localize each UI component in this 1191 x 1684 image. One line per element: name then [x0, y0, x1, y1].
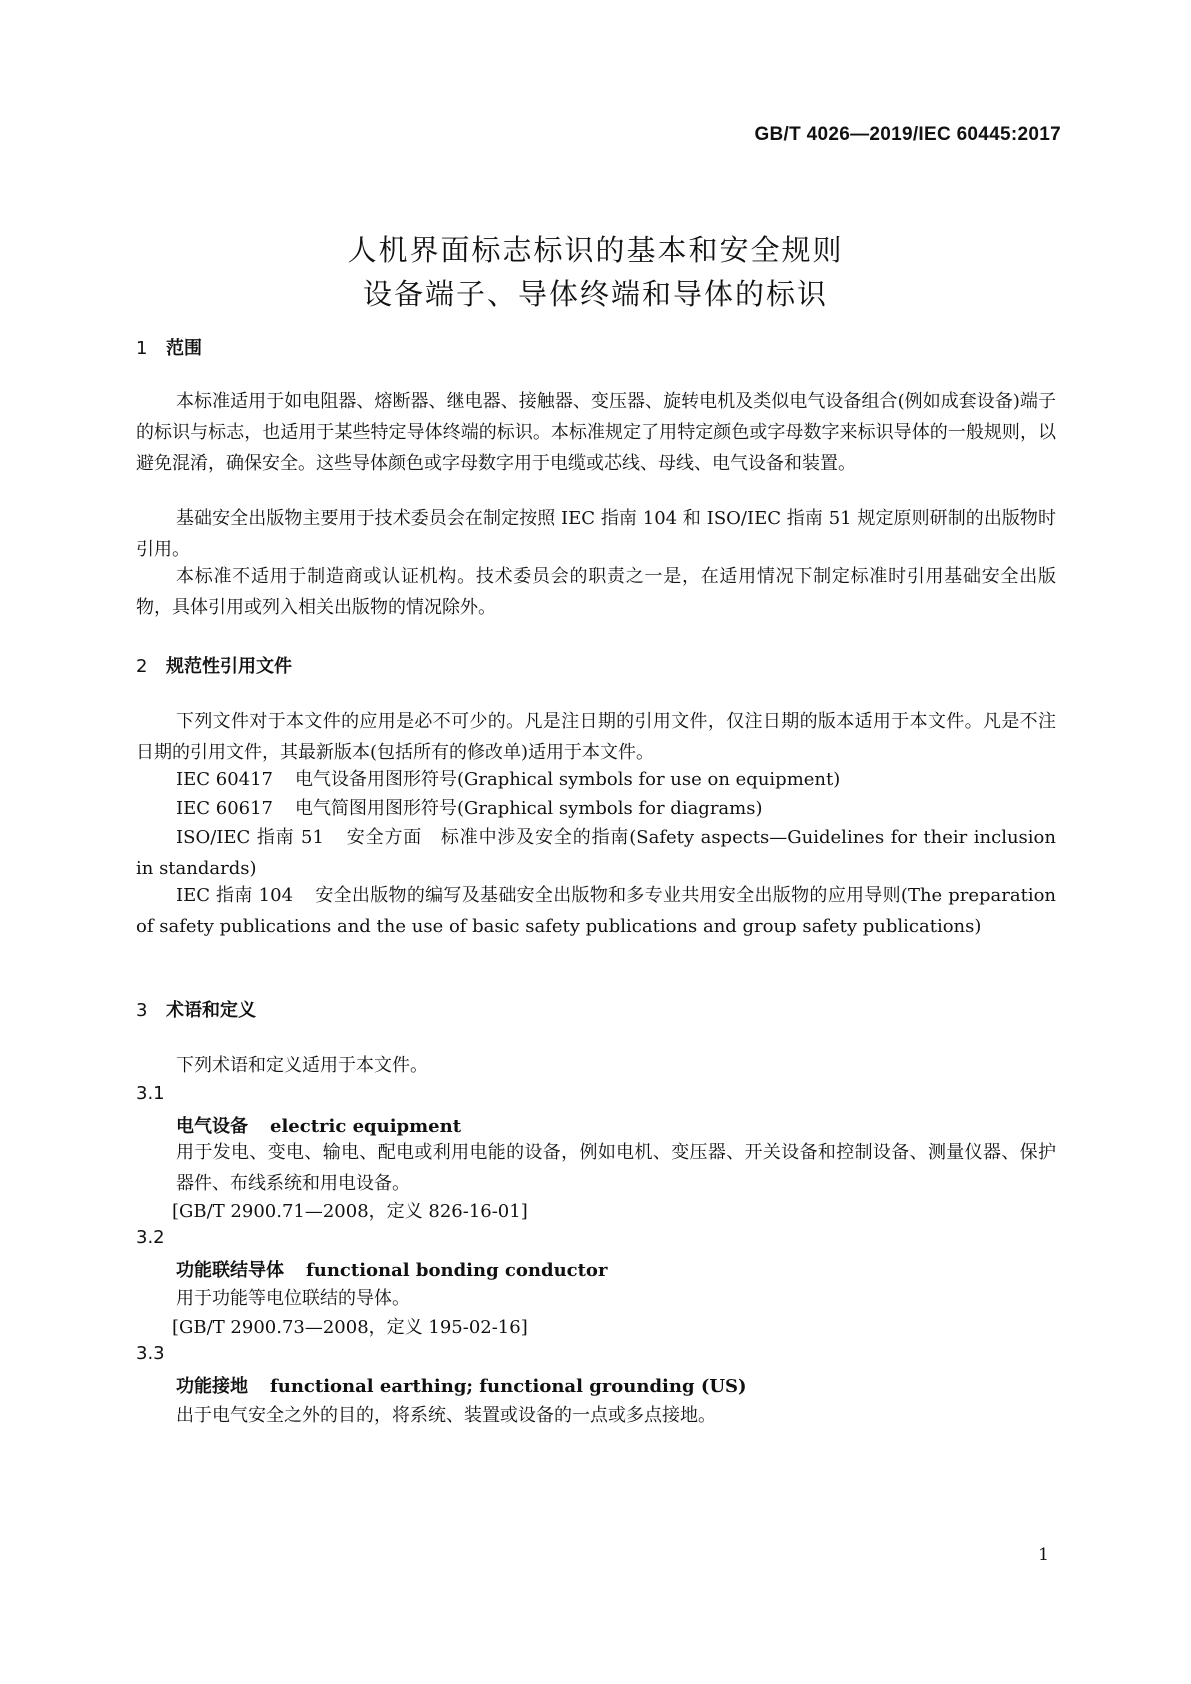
reference-code: IEC 60617	[176, 798, 274, 819]
reference-title: 安全出版物的编写及基础安全出版物和多专业共用安全出版物的应用导则(The preparation of safety publications and the use of basic safety publications and group safety publications)	[136, 885, 1057, 937]
paragraph: 本标准不适用于制造商或认证机构。技术委员会的职责之一是，在适用情况下制定标准时引用基础安全出版物，具体引用或列入相关出版物的情况除外。	[136, 566, 1056, 618]
clause-number: 3.3	[136, 1343, 165, 1364]
term-zh: 功能联结导体	[176, 1260, 284, 1281]
reference-code: IEC 60417	[176, 769, 274, 790]
reference-title: 电气简图用图形符号(Graphical symbols for diagrams)	[295, 798, 763, 819]
reference-title: 安全方面 标准中涉及安全的指南(Safety aspects—Guidelines for their inclusion in standards)	[136, 827, 1056, 879]
term-en: electric equipment	[270, 1116, 462, 1137]
reference-code: IEC 指南 104	[176, 885, 294, 906]
paragraph: 本标准适用于如电阻器、熔断器、继电器、接触器、变压器、旋转电机及类似电气设备组合(例如成套设备)端子的标识与标志，也适用于某些特定导体终端的标识。本标准规定了用特定颜色或字母数字来标识导体的一般规则，以避免混淆，确保安全。这些导体颜色或字母数字用于电缆或芯线、母线、电气设备和装置。	[136, 391, 1056, 474]
paragraph: 下列术语和定义适用于本文件。	[176, 1055, 428, 1076]
term-source: [GB/T 2900.73—2008，定义 195-02-16]	[172, 1317, 528, 1338]
section-number: 2	[136, 656, 148, 677]
standard-number: GB/T 4026—2019/IEC 60445:2017	[754, 124, 1061, 145]
clause-number: 3.2	[136, 1227, 165, 1248]
document-title-line2: 设备端子、导体终端和导体的标识	[362, 277, 828, 311]
term-entry	[176, 1372, 747, 1398]
term-definition: 出于电气安全之外的目的，将系统、装置或设备的一点或多点接地。	[176, 1405, 716, 1426]
section-title: 范围	[166, 338, 202, 359]
term-definition: 用于发电、变电、输电、配电或利用电能的设备，例如电机、变压器、开关设备和控制设备、测量仪器、保护器件、布线系统和用电设备。	[176, 1142, 1056, 1194]
term-en: functional bonding conductor	[306, 1260, 608, 1281]
reference-code: ISO/IEC 指南 51	[176, 827, 324, 848]
page-number: 1	[1038, 1545, 1049, 1565]
reference-item	[136, 793, 1056, 824]
term-entry	[176, 1256, 607, 1282]
document-title-line1: 人机界面标志标识的基本和安全规则	[347, 233, 844, 267]
reference-item	[136, 764, 1056, 795]
paragraph: 基础安全出版物主要用于技术委员会在制定按照 IEC 指南 104 和 ISO/IEC 指南 51 规定原则研制的出版物时引用。	[136, 508, 1056, 560]
term-entry	[176, 1112, 461, 1138]
reference-item	[136, 880, 1056, 942]
term-zh: 功能接地	[176, 1376, 248, 1397]
section-heading-terms-definitions	[136, 996, 256, 1022]
term-en: functional earthing; functional grounding (US)	[270, 1376, 747, 1397]
reference-item	[136, 822, 1056, 884]
section-title: 术语和定义	[166, 1000, 256, 1021]
section-heading-scope	[136, 334, 202, 360]
section-number: 3	[136, 1000, 148, 1021]
term-source: [GB/T 2900.71—2008，定义 826-16-01]	[172, 1201, 528, 1222]
clause-number: 3.1	[136, 1083, 165, 1104]
term-zh: 电气设备	[176, 1116, 248, 1137]
reference-title: 电气设备用图形符号(Graphical symbols for use on equipment)	[295, 769, 841, 790]
term-definition: 用于功能等电位联结的导体。	[176, 1288, 410, 1309]
section-heading-normative-references	[136, 652, 292, 678]
paragraph: 下列文件对于本文件的应用是必不可少的。凡是注日期的引用文件，仅注日期的版本适用于本文件。凡是不注日期的引用文件，其最新版本(包括所有的修改单)适用于本文件。	[136, 711, 1056, 763]
section-number: 1	[136, 338, 148, 359]
section-title: 规范性引用文件	[166, 656, 292, 677]
